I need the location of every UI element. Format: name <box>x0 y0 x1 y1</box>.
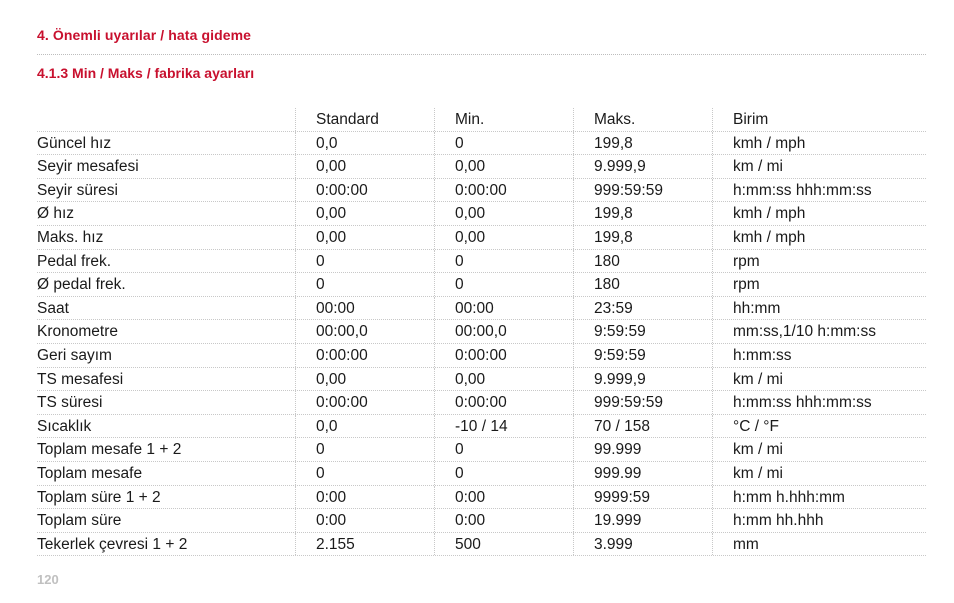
parameter-cell: Toplam süre <box>37 512 122 530</box>
parameter-cell: Seyir mesafesi <box>37 158 139 176</box>
table-row <box>37 344 926 368</box>
parameter-cell: Ø hız <box>37 205 75 223</box>
table-row <box>37 202 926 226</box>
max-cell: 199,8 <box>573 226 633 249</box>
parameter-cell: Güncel hız <box>37 134 112 152</box>
table-row <box>37 273 926 297</box>
min-cell: 0:00:00 <box>434 179 507 202</box>
max-cell: 19.999 <box>573 509 641 532</box>
unit-cell: kmh / mph <box>712 202 805 225</box>
parameter-cell: Maks. hız <box>37 228 104 246</box>
standard-cell: 0:00:00 <box>295 179 368 202</box>
min-cell: 00:00,0 <box>434 320 507 343</box>
heading-divider <box>37 54 926 55</box>
table-row <box>37 486 926 510</box>
min-cell: 0,00 <box>434 368 485 391</box>
min-cell: 0:00:00 <box>434 391 507 414</box>
unit-cell: km / mi <box>712 462 783 485</box>
column-header: Standard <box>295 108 379 131</box>
parameter-cell: TS süresi <box>37 394 103 412</box>
max-cell: 999:59:59 <box>573 391 663 414</box>
unit-cell: h:mm hh.hhh <box>712 509 823 532</box>
standard-cell: 0:00 <box>295 509 346 532</box>
parameter-cell: Geri sayım <box>37 346 112 364</box>
standard-cell: 00:00,0 <box>295 320 368 343</box>
standard-cell: 0 <box>295 273 325 296</box>
max-cell: 70 / 158 <box>573 415 650 438</box>
parameter-cell: Toplam mesafe <box>37 464 143 482</box>
unit-cell: h:mm:ss <box>712 344 792 367</box>
parameter-cell: Saat <box>37 299 69 317</box>
standard-cell: 0 <box>295 438 325 461</box>
unit-cell: km / mi <box>712 438 783 461</box>
unit-cell: rpm <box>712 273 760 296</box>
standard-cell: 0 <box>295 462 325 485</box>
min-cell: 0 <box>434 250 464 273</box>
standard-cell: 0,00 <box>295 368 346 391</box>
table-row <box>37 320 926 344</box>
table-header-row <box>37 108 926 132</box>
unit-cell: kmh / mph <box>712 132 805 155</box>
table-row <box>37 132 926 156</box>
table-row <box>37 438 926 462</box>
max-cell: 180 <box>573 250 620 273</box>
max-cell: 23:59 <box>573 297 633 320</box>
standard-cell: 0:00:00 <box>295 344 368 367</box>
table-row <box>37 391 926 415</box>
parameter-cell: Tekerlek çevresi 1 + 2 <box>37 535 188 553</box>
min-cell: 0:00 <box>434 509 485 532</box>
column-header: Birim <box>712 108 768 131</box>
min-cell: 0,00 <box>434 226 485 249</box>
table-row <box>37 155 926 179</box>
standard-cell: 0:00 <box>295 486 346 509</box>
min-cell: 0 <box>434 462 464 485</box>
settings-table <box>37 108 926 556</box>
min-cell: 0:00 <box>434 486 485 509</box>
section-heading: 4. Önemli uyarılar / hata gideme <box>37 27 252 43</box>
page-number: 120 <box>37 572 59 587</box>
subsection-heading: 4.1.3 Min / Maks / fabrika ayarları <box>37 65 255 81</box>
unit-cell: mm <box>712 533 759 556</box>
standard-cell: 0,00 <box>295 202 346 225</box>
max-cell: 9:59:59 <box>573 344 646 367</box>
column-header: Maks. <box>573 108 635 131</box>
min-cell: 0:00:00 <box>434 344 507 367</box>
max-cell: 199,8 <box>573 132 633 155</box>
max-cell: 99.999 <box>573 438 641 461</box>
table-row <box>37 533 926 557</box>
parameter-cell: Kronometre <box>37 323 118 341</box>
table-row <box>37 415 926 439</box>
standard-cell: 2.155 <box>295 533 355 556</box>
unit-cell: h:mm:ss hhh:mm:ss <box>712 391 872 414</box>
standard-cell: 0,00 <box>295 226 346 249</box>
parameter-cell: Seyir süresi <box>37 181 118 199</box>
unit-cell: °C / °F <box>712 415 779 438</box>
table-row <box>37 297 926 321</box>
table-row <box>37 250 926 274</box>
unit-cell: rpm <box>712 250 760 273</box>
unit-cell: km / mi <box>712 368 783 391</box>
parameter-cell: Sıcaklık <box>37 417 92 435</box>
max-cell: 999:59:59 <box>573 179 663 202</box>
max-cell: 199,8 <box>573 202 633 225</box>
unit-cell: km / mi <box>712 155 783 178</box>
max-cell: 9.999,9 <box>573 155 646 178</box>
unit-cell: hh:mm <box>712 297 780 320</box>
standard-cell: 0,00 <box>295 155 346 178</box>
max-cell: 9:59:59 <box>573 320 646 343</box>
min-cell: 0,00 <box>434 155 485 178</box>
max-cell: 3.999 <box>573 533 633 556</box>
standard-cell: 0 <box>295 250 325 273</box>
table-row <box>37 226 926 250</box>
unit-cell: h:mm h.hhh:mm <box>712 486 845 509</box>
parameter-cell: Pedal frek. <box>37 252 112 270</box>
table-row <box>37 368 926 392</box>
parameter-cell: Ø pedal frek. <box>37 276 126 294</box>
max-cell: 999.99 <box>573 462 641 485</box>
min-cell: 0 <box>434 438 464 461</box>
max-cell: 180 <box>573 273 620 296</box>
min-cell: 0,00 <box>434 202 485 225</box>
table-row <box>37 509 926 533</box>
max-cell: 9.999,9 <box>573 368 646 391</box>
standard-cell: 0,0 <box>295 415 338 438</box>
max-cell: 9999:59 <box>573 486 650 509</box>
unit-cell: h:mm:ss hhh:mm:ss <box>712 179 872 202</box>
min-cell: 00:00 <box>434 297 494 320</box>
unit-cell: kmh / mph <box>712 226 805 249</box>
standard-cell: 00:00 <box>295 297 355 320</box>
min-cell: -10 / 14 <box>434 415 508 438</box>
column-header: Min. <box>434 108 484 131</box>
min-cell: 0 <box>434 273 464 296</box>
table-row <box>37 462 926 486</box>
parameter-cell: Toplam mesafe 1 + 2 <box>37 441 182 459</box>
unit-cell: mm:ss,1/10 h:mm:ss <box>712 320 876 343</box>
min-cell: 500 <box>434 533 481 556</box>
standard-cell: 0:00:00 <box>295 391 368 414</box>
standard-cell: 0,0 <box>295 132 338 155</box>
min-cell: 0 <box>434 132 464 155</box>
table-row <box>37 179 926 203</box>
parameter-cell: TS mesafesi <box>37 370 124 388</box>
parameter-cell: Toplam süre 1 + 2 <box>37 488 161 506</box>
